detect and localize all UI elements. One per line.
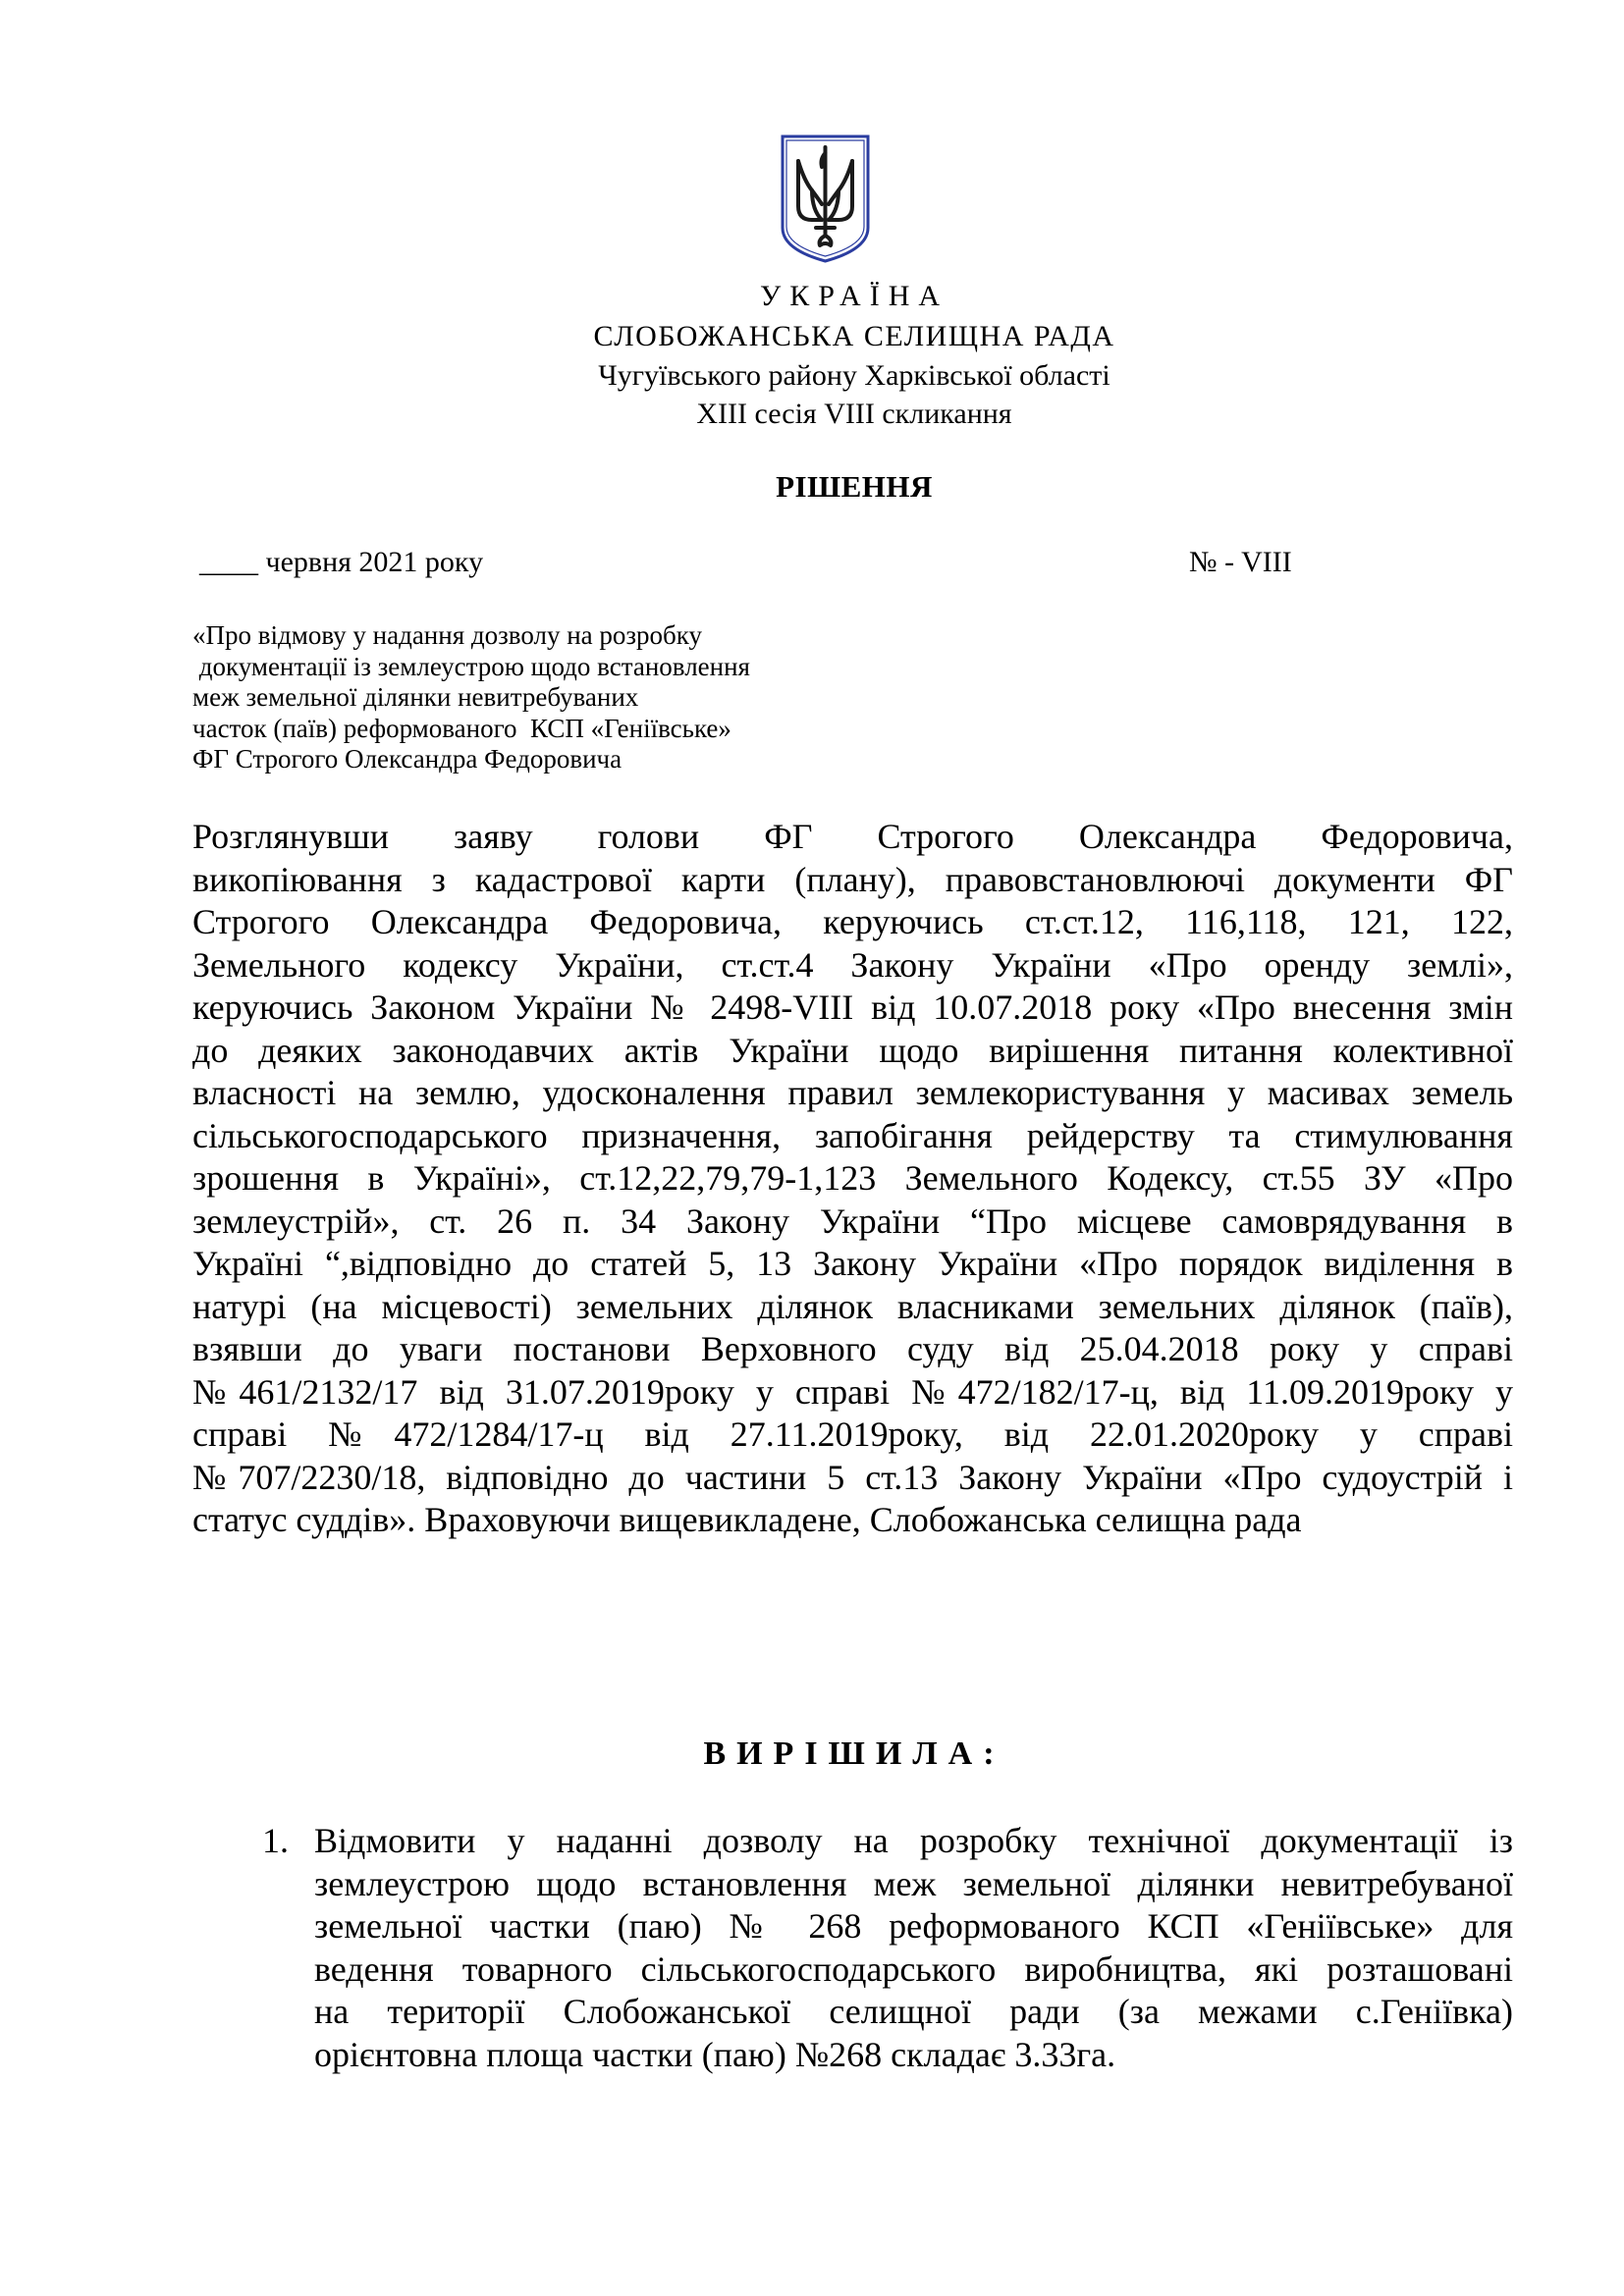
- item-line: Відмовити у наданні дозволу на розробку технічної документації із: [314, 1821, 1513, 1860]
- subject-line: меж земельної ділянки невитребуваних: [192, 682, 639, 712]
- header-council: СЛОБОЖАНСЬКА СЕЛИЩНА РАДА: [593, 320, 1115, 352]
- coat-of-arms-icon: [779, 133, 872, 264]
- header-district: Чугуївського району Харківської області: [598, 359, 1110, 392]
- item-line: ведення товарного сільськогосподарського виробництва, які розташовані: [314, 1949, 1513, 1989]
- preamble-line: Україні “,відповідно до статей 5, 13 Закону України «Про порядок виділення в: [192, 1244, 1513, 1283]
- preamble-paragraph: [192, 816, 1513, 1542]
- preamble-line: Розглянувши заяву голови ФГ Строгого Олександра Федоровича,: [192, 817, 1513, 856]
- document-title: РІШЕННЯ: [776, 469, 933, 504]
- preamble-line: Строгого Олександра Федоровича, керуючись ст.ст.12, 116,118, 121, 122,: [192, 902, 1513, 941]
- subject-line: ФГ Строгого Олександра Федоровича: [192, 744, 623, 774]
- header-country: УКРАЇНА: [759, 280, 949, 312]
- preamble-line: №461/2132/17 від 31.07.2019року у справі №472/182/17-ц, від 11.09.2019року у: [192, 1371, 1513, 1412]
- subject-line: «Про відмову у надання дозволу на розробку: [192, 620, 703, 650]
- item-line: орієнтовна площа частки (паю) №268 складає 3.33га.: [314, 2034, 1116, 2074]
- subject-line: часток (паїв) реформованого КСП «Геніївське»: [192, 713, 731, 743]
- preamble-line: до деяких законодавчих актів України щодо вирішення питання колективної: [192, 1030, 1513, 1070]
- preamble-line: викопіювання з кадастрової карти (плану), правовстановлюючі документи ФГ: [192, 859, 1513, 899]
- subject-line: документації із землеустрою щодо встановлення: [192, 651, 750, 681]
- preamble-line: керуючись Законом України № 2498-VIII від 10.07.2018 року «Про внесення змін: [192, 988, 1513, 1027]
- preamble-line: Земельного кодексу України, ст.ст.4 Закону України «Про оренду землі»,: [192, 944, 1513, 985]
- resolved-heading: ВИРІШИЛА:: [703, 1735, 1005, 1772]
- preamble-line: власності на землю, удосконалення правил землекористування у масивах земель: [192, 1073, 1513, 1112]
- preamble-line: взявши до уваги постанови Верховного суду від 25.04.2018 року у справі: [192, 1329, 1513, 1368]
- preamble-line: землеустрій», ст. 26 п. 34 Закону України “Про місцеве самоврядування в: [192, 1201, 1513, 1241]
- item-line: землеустрою щодо встановлення меж земельної ділянки невитребуваної: [314, 1863, 1513, 1903]
- preamble-line: №707/2230/18, відповідно до частини 5 ст.13 Закону України «Про судоустрій і: [192, 1457, 1513, 1497]
- preamble-line: сільськогосподарського призначення, запобігання рейдерству та стимулювання: [192, 1115, 1513, 1155]
- item-line: на території Слобожанської селищної ради (за межами с.Геніївка): [314, 1992, 1513, 2031]
- decision-item: [314, 1820, 1513, 2076]
- preamble-line: справі №472/1284/17-ц від 27.11.2019року, від 22.01.2020року у справі: [192, 1415, 1513, 1454]
- header-session: XIII сесія VIII скликання: [696, 398, 1012, 430]
- decision-number: № - VIII: [1189, 546, 1292, 578]
- preamble-line: натурі (на місцевості) земельних ділянок власниками земельних ділянок (паїв),: [192, 1286, 1513, 1326]
- preamble-line: зрошення в Україні», ст.12,22,79,79-1,123 Земельного Кодексу, ст.55 ЗУ «Про: [192, 1158, 1513, 1198]
- preamble-line: статус суддів». Враховуючи вищевикладене, Слобожанська селищна рада: [192, 1500, 1302, 1539]
- item-number: 1.: [262, 1821, 289, 1860]
- decision-date: ____ червня 2021 року: [199, 546, 484, 578]
- decision-subject: [192, 620, 750, 775]
- item-line: земельної частки (паю) № 268 реформованого КСП «Геніївське» для: [314, 1906, 1513, 1946]
